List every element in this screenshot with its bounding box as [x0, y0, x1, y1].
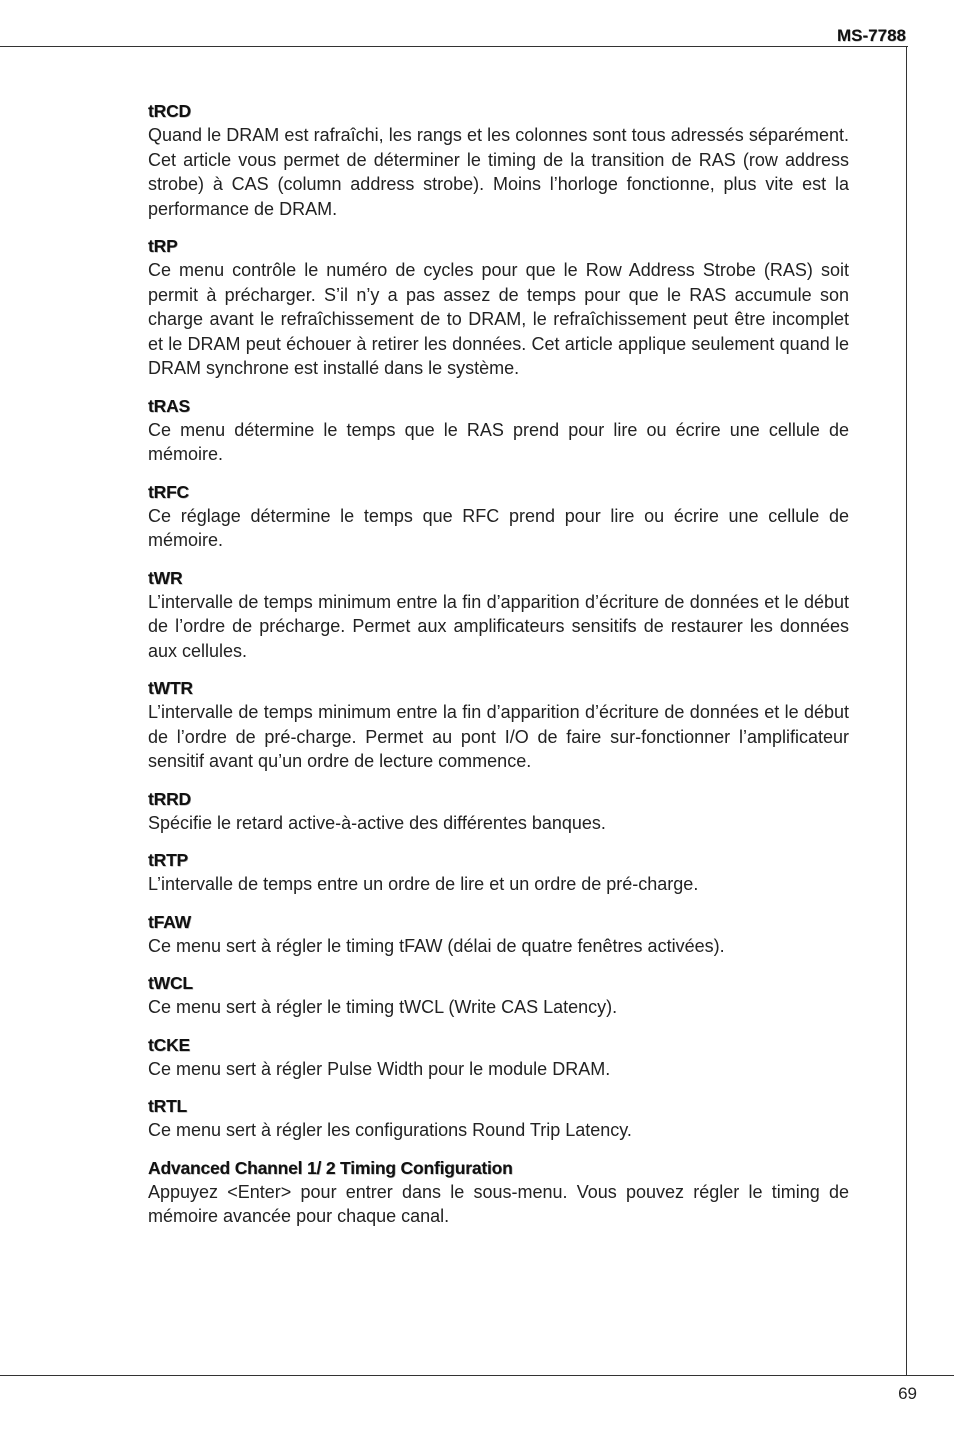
section-text: L’intervalle de temps minimum entre la fin d’apparition d’écriture de données et le début de l’ordre de pré-charge. Permet au pont I/O de faire sur-fonctionner l’amplificateur sensitif avant qu’un ordre de lecture commence. [148, 702, 849, 771]
section-text: L’intervalle de temps entre un ordre de lire et un ordre de pré-charge. [148, 874, 699, 894]
section-heading: tRAS [148, 395, 190, 416]
section-text: Ce menu contrôle le numéro de cycles pour que le Row Address Strobe (RAS) soit permit à précharger. S’il n’y a pas assez de temps pour que le RAS accumule son charge avant le refraîchissement de to DRAM, le refraîchissement peut être incomplet et le DRAM peut échouer à retirer les données. Cet article applique seulement quand le DRAM synchrone est installé dans le système. [148, 260, 849, 378]
section-text: Ce réglage détermine le temps que RFC prend pour lire ou écrire une cellule de mémoire. [148, 505, 849, 550]
section-trrd [148, 787, 849, 836]
section-tras [148, 394, 849, 467]
section-text: L’intervalle de temps minimum entre la fin d’apparition d’écriture de données et le début de l’ordre de précharge. Permet aux amplificateurs sensitifs de restaurer les données aux cellules. [148, 591, 849, 661]
section-text: Appuyez <Enter> pour entrer dans le sous-menu. Vous pouvez régler le timing de mémoire avancée pour chaque canal. [148, 1181, 849, 1226]
section-heading: tRTP [148, 850, 189, 870]
section-text: Ce menu sert à régler le timing tFAW (délai de quatre fenêtres activées). [148, 935, 725, 956]
section-heading: tWR [148, 567, 183, 588]
section-heading: tRP [148, 236, 178, 256]
section-tcke [148, 1033, 849, 1082]
section-text: Spécifie le retard active-à-active des différentes banques. [148, 812, 606, 833]
header-rule [0, 46, 908, 47]
section-heading: tRTL [148, 1096, 188, 1116]
section-tfaw [148, 910, 849, 959]
section-heading: tRRD [148, 788, 191, 809]
section-trcd [148, 99, 849, 221]
section-twr [148, 566, 849, 664]
section-twcl [148, 971, 849, 1020]
section-trfc [148, 480, 849, 553]
section-twtr [148, 676, 849, 774]
section-heading: tRCD [148, 101, 191, 121]
section-text: Quand le DRAM est rafraîchi, les rangs et les colonnes sont tous adressés séparément. Cet article vous permet de déterminer le timing de la transition de RAS (row address strobe) à CAS (column address strobe). Moins l’horloge fonctionne, plus vite est la performance de DRAM. [148, 125, 849, 219]
margin-rule [906, 46, 907, 1376]
document-body [148, 99, 849, 1242]
section-text: Ce menu sert à régler les configurations Round Trip Latency. [148, 1120, 632, 1140]
footer-rule [0, 1375, 954, 1376]
section-heading: tWCL [148, 973, 193, 993]
section-text: Ce menu sert à régler Pulse Width pour le module DRAM. [148, 1058, 611, 1079]
section-heading: tCKE [148, 1034, 190, 1055]
section-heading: tWTR [148, 678, 193, 698]
section-trtp [148, 848, 849, 897]
section-trtl [148, 1094, 849, 1143]
page-number: 69 [898, 1384, 917, 1403]
section-trp [148, 234, 849, 381]
section-text: Ce menu détermine le temps que le RAS prend pour lire ou écrire une cellule de mémoire. [148, 419, 849, 464]
model-number: MS-7788 [837, 26, 906, 45]
section-heading: tFAW [148, 911, 191, 932]
section-heading: Advanced Channel 1/ 2 Timing Configuration [148, 1157, 513, 1178]
section-advanced-channel-timing [148, 1156, 849, 1229]
section-text: Ce menu sert à régler le timing tWCL (Write CAS Latency). [148, 997, 618, 1017]
section-heading: tRFC [148, 481, 189, 502]
